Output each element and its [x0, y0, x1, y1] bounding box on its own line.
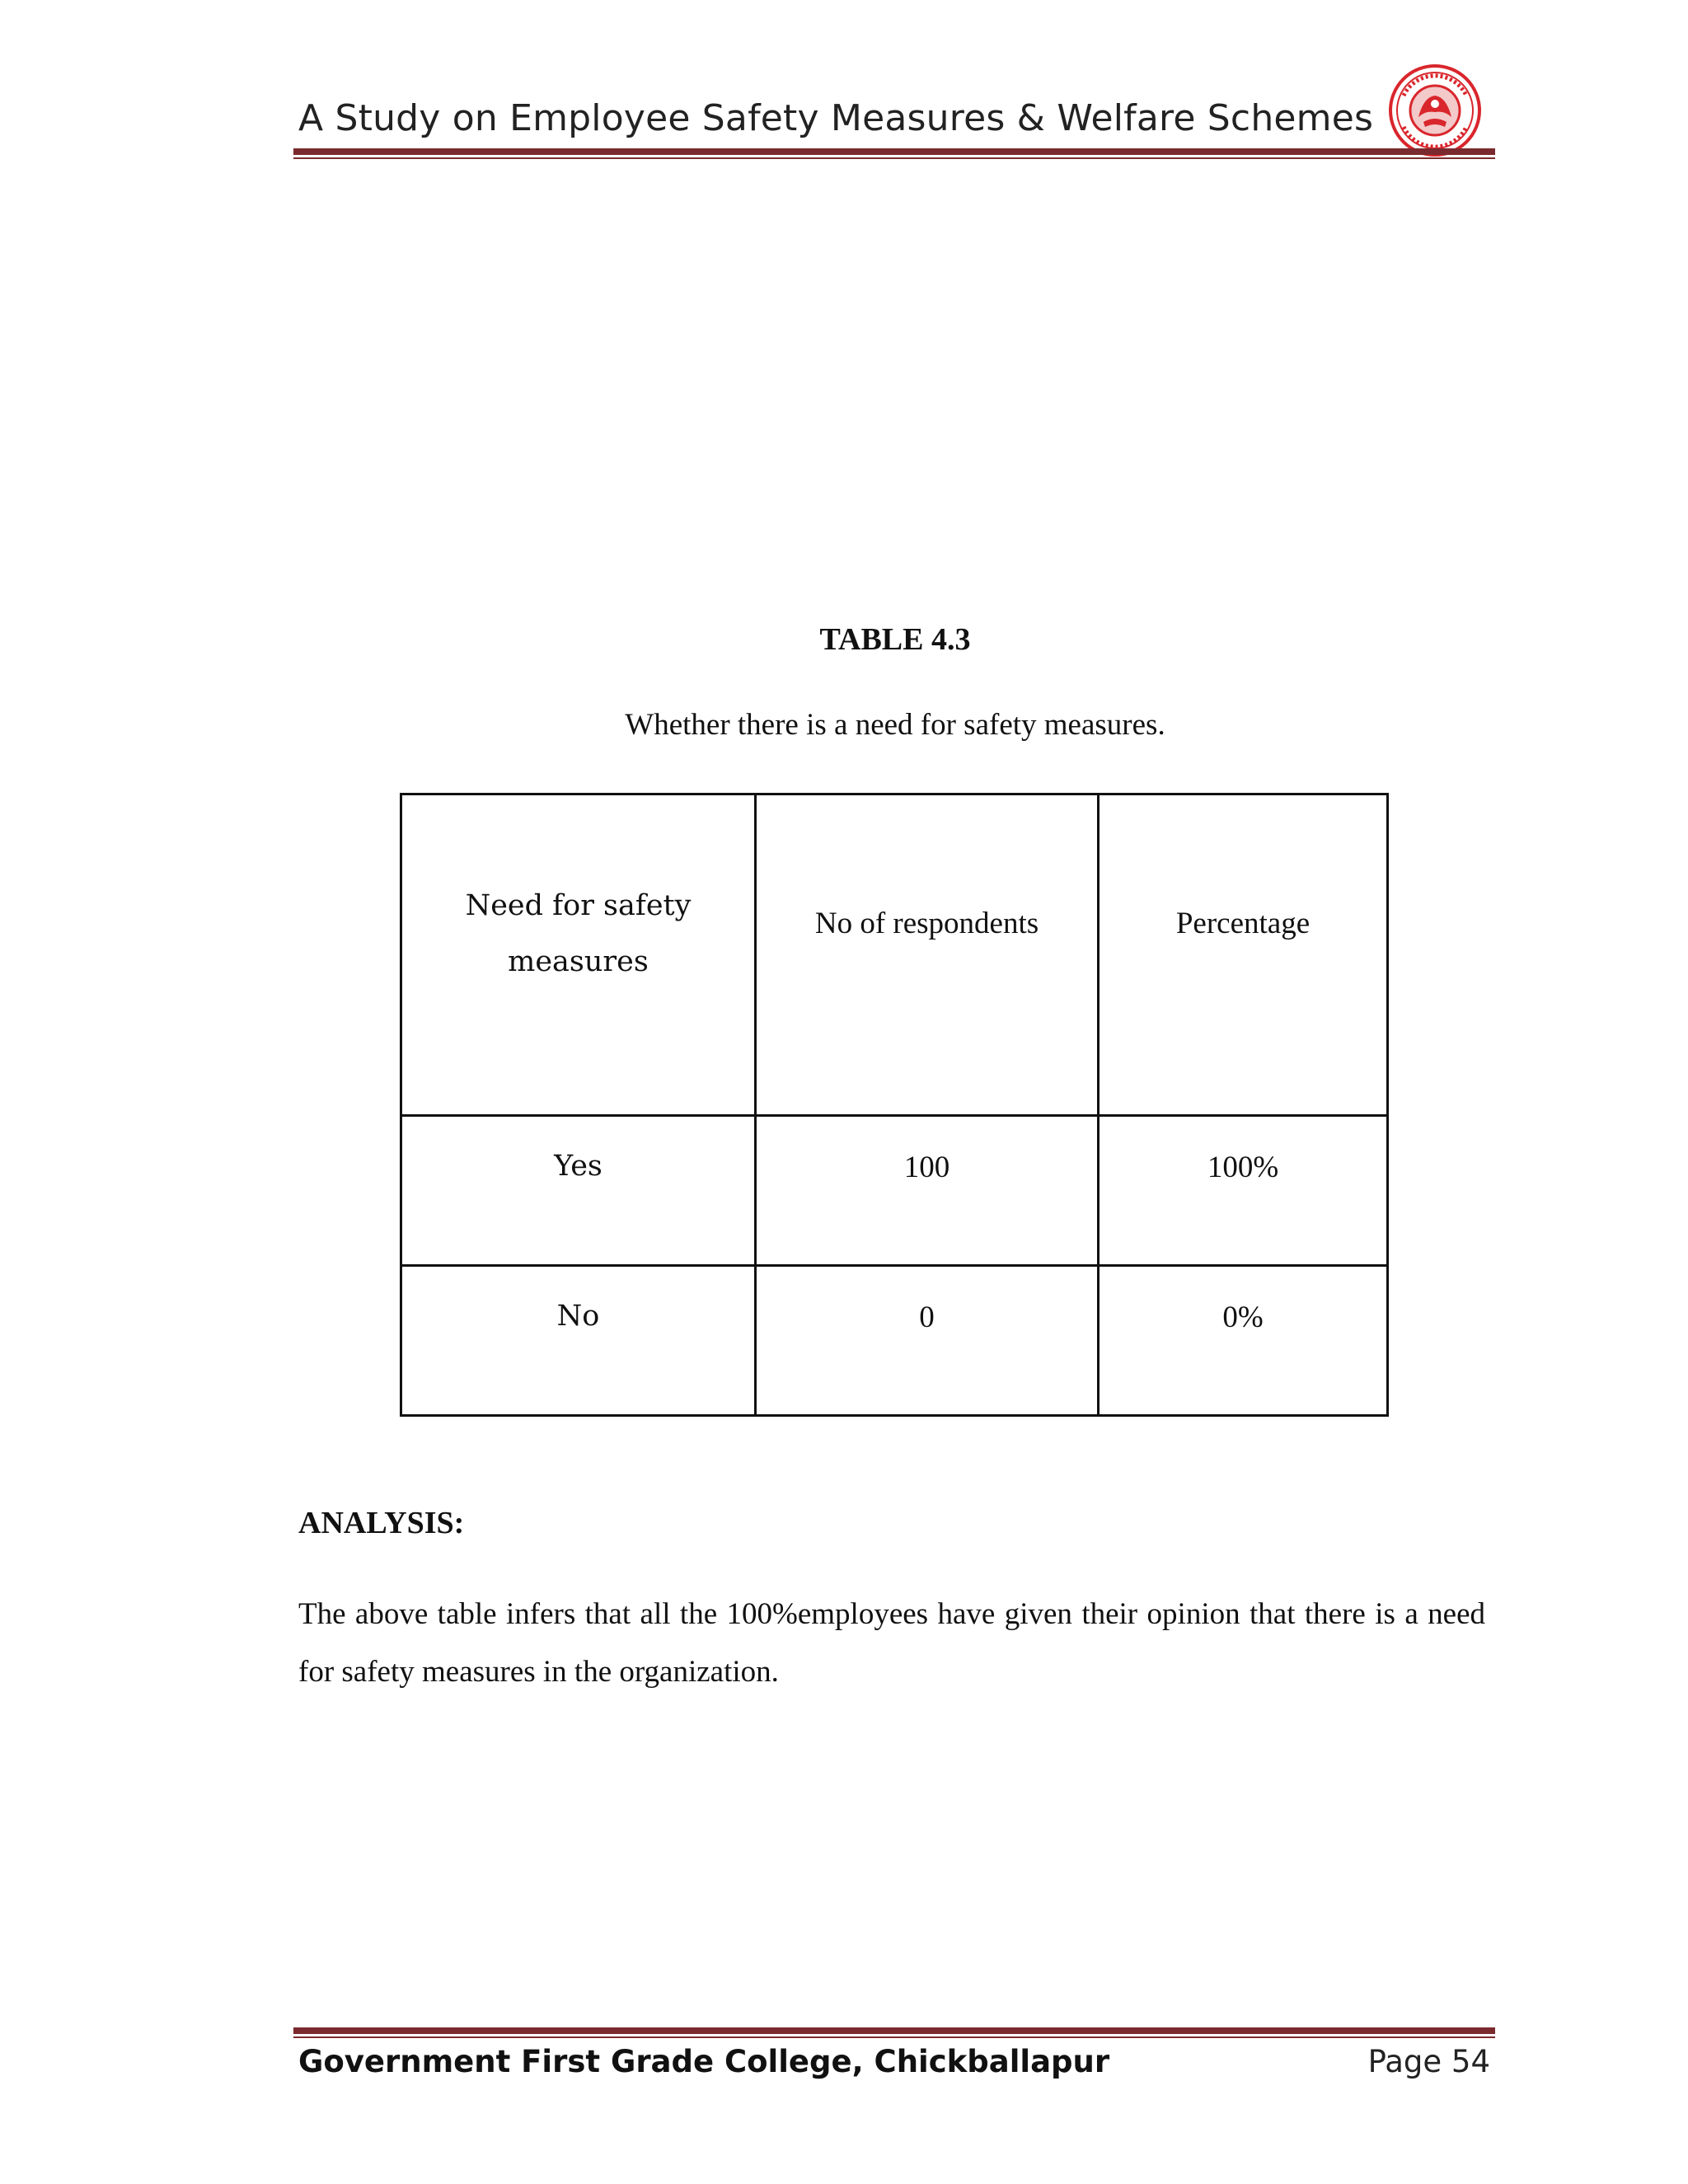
- running-header-title: A Study on Employee Safety Measures & Welfare Schemes: [298, 97, 1374, 139]
- safety-need-table: [400, 793, 1389, 1417]
- table-row: [401, 1266, 1388, 1416]
- row-percentage: 0%: [1099, 1266, 1388, 1416]
- header-need-line1: Need for safety: [465, 889, 692, 922]
- header-need-for-safety: [401, 794, 756, 1116]
- table-header-row: [401, 794, 1388, 1116]
- header-need-line2: measures: [508, 945, 649, 978]
- footer-rule-thin: [293, 2036, 1495, 2038]
- row-percentage: 100%: [1099, 1116, 1388, 1266]
- karnataka-srtc-emblem-icon: [1387, 63, 1483, 158]
- header-rule-thin: [293, 157, 1495, 159]
- row-respondents: 0: [756, 1266, 1099, 1416]
- footer-rule-thick: [293, 2027, 1495, 2034]
- header-rule-thick: [293, 148, 1495, 155]
- analysis-heading: ANALYSIS:: [298, 1506, 465, 1540]
- header-percentage: Percentage: [1099, 794, 1388, 1116]
- row-label: No: [401, 1266, 756, 1416]
- footer-college-name: Government First Grade College, Chickballapur: [298, 2044, 1110, 2079]
- table-caption: Whether there is a need for safety measures.: [625, 708, 1165, 742]
- table-row: [401, 1116, 1388, 1266]
- row-respondents: 100: [756, 1116, 1099, 1266]
- row-label: Yes: [401, 1116, 756, 1266]
- analysis-paragraph: The above table infers that all the 100%employees have given their opinion that there is a need for safety measures in the organization.: [298, 1597, 1485, 1689]
- table-title: TABLE 4.3: [819, 622, 971, 657]
- header-respondents: No of respondents: [756, 794, 1099, 1116]
- footer-page-number: Page 54: [1367, 2044, 1490, 2079]
